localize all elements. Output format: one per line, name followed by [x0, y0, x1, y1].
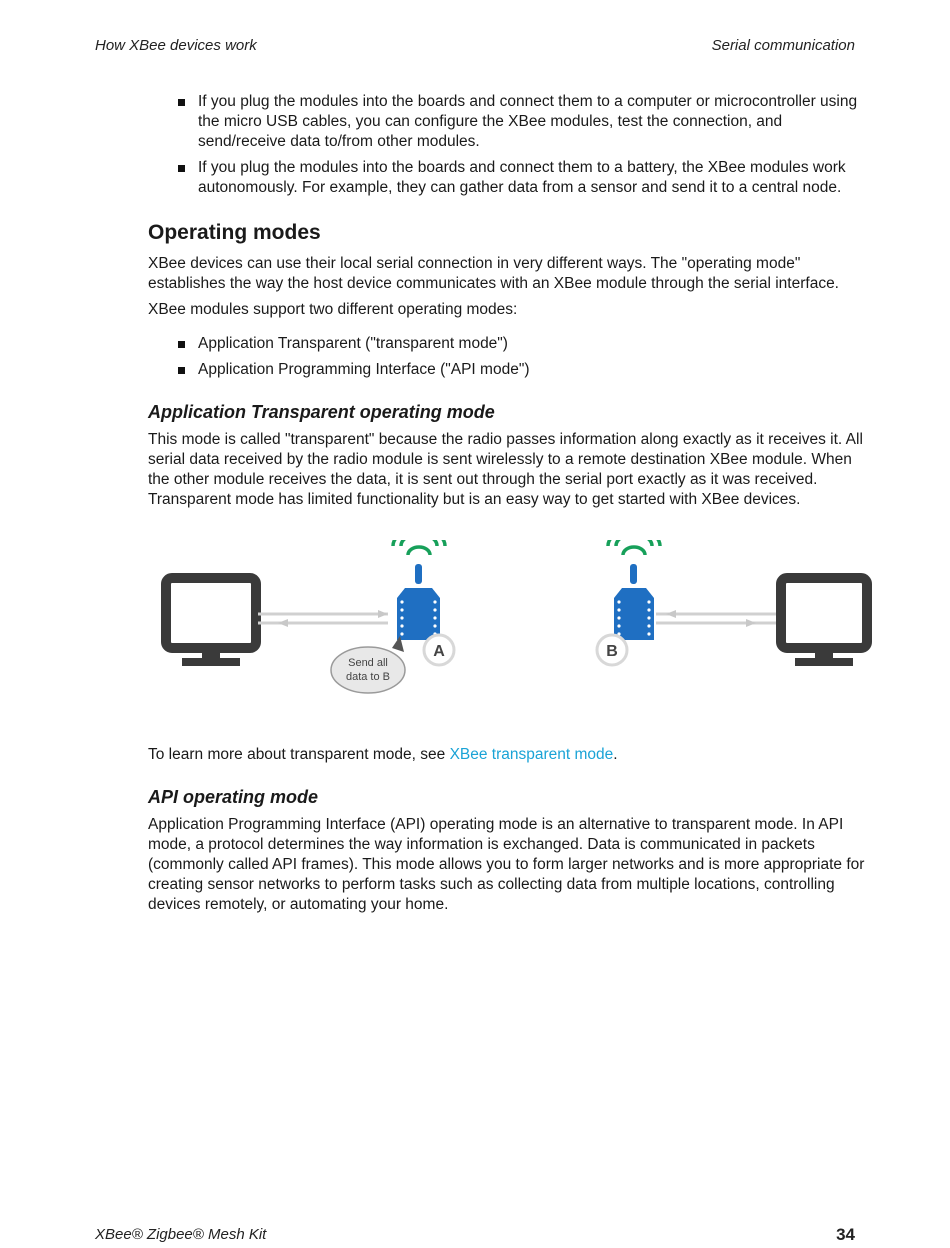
- learn-more-paragraph: [148, 745, 868, 765]
- transparent-mode-diagram: [148, 540, 878, 715]
- computer-monitor-icon: [781, 578, 867, 666]
- serial-connection-lines: [656, 610, 780, 627]
- page-content: [148, 92, 868, 921]
- operating-modes-paragraph-1: XBee devices can use their local serial connection in very different ways. The "operating mode" establishes the way the host device communicates with an XBee module through the serial interface.: [148, 255, 839, 292]
- transparent-mode-heading: Application Transparent operating mode: [148, 402, 495, 422]
- serial-connection-lines: [258, 610, 388, 627]
- page-number: 34: [836, 1225, 855, 1244]
- operating-modes-paragraph-2: XBee modules support two different operating modes:: [148, 301, 518, 318]
- running-footer-title: XBee® Zigbee® Mesh Kit: [95, 1226, 267, 1243]
- list-item: Application Transparent ("transparent mode"): [148, 334, 868, 354]
- modes-bullet-list: [148, 334, 868, 380]
- list-item: If you plug the modules into the boards and connect them to a computer or microcontroller using the micro USB cables, you can configure the XBee modules, test the connection, and send/receive data to/from other modules.: [148, 92, 868, 152]
- bubble-line-2: data to B: [345, 671, 391, 683]
- running-header-chapter: How XBee devices work: [95, 37, 257, 54]
- api-mode-paragraph: Application Programming Interface (API) operating mode is an alternative to transparent mode. In API mode, a protocol determines the way information is exchanged. Data is communicated in packets (commonly called API frames). This mode allows you to form larger networks and is more appropriate for creating sensor networks to perform tasks such as collecting data from multiple locations, controlling devices remotely, or automating your home.: [148, 816, 865, 913]
- list-item: Application Programming Interface ("API mode"): [148, 360, 868, 380]
- xbee-transparent-mode-link[interactable]: XBee transparent mode: [449, 746, 614, 763]
- bubble-line-1: Send all: [348, 657, 388, 669]
- send-data-speech-bubble: [331, 636, 405, 693]
- learn-more-text: To learn more about transparent mode, see: [148, 746, 450, 763]
- intro-bullet-list: [148, 92, 868, 198]
- xbee-module-b-icon: [597, 540, 660, 665]
- api-mode-heading: API operating mode: [148, 787, 319, 807]
- running-header-section: Serial communication: [711, 37, 855, 54]
- list-item: If you plug the modules into the boards and connect them to a battery, the XBee modules work autonomously. For example, they can gather data from a sensor and send it to a central node.: [148, 158, 868, 198]
- module-b-label: B: [606, 643, 618, 660]
- computer-monitor-icon: [166, 578, 256, 666]
- learn-more-suffix: .: [613, 746, 618, 763]
- transparent-mode-paragraph: This mode is called "transparent" because the radio passes information along exactly as it receives it. All serial data received by the radio module is sent wirelessly to a remote destination XBee module. When the other module receives the data, it is sent out through the serial port exactly as it was received. Transparent mode has limited functionality but is an easy way to get started with XBee devices.: [148, 431, 863, 508]
- module-a-label: A: [433, 643, 445, 660]
- diagram-svg: [160, 540, 875, 715]
- operating-modes-heading: Operating modes: [148, 221, 321, 244]
